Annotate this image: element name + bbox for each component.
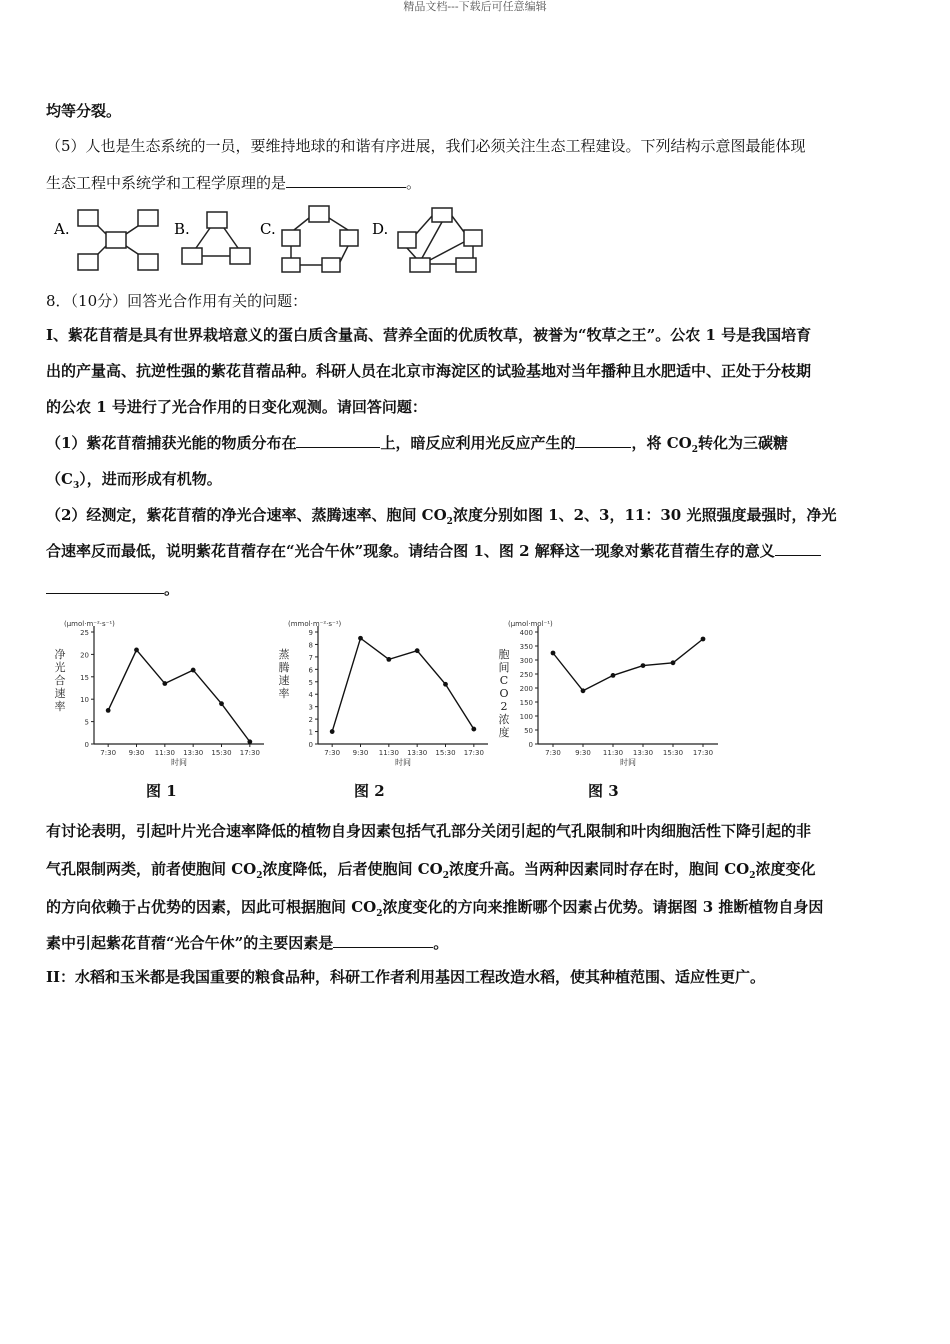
x-tick-label: 7:30 <box>545 749 561 757</box>
x-tick-label: 17:30 <box>463 749 484 757</box>
y-tick-label: 100 <box>519 713 533 721</box>
y-tick-label: 15 <box>80 673 89 682</box>
part1-line3: 的公农 1 号进行了光合作用的日变化观测。请回答问题： <box>46 398 427 416</box>
data-point <box>219 701 224 706</box>
x-tick-label: 9:30 <box>352 749 369 757</box>
y-tick-label: 250 <box>519 671 533 679</box>
data-point <box>106 708 111 713</box>
x-tick-label: 7:30 <box>324 749 341 757</box>
answer-blank <box>333 933 433 948</box>
data-point <box>471 727 476 732</box>
part2-line: II：水稻和玉米都是我国重要的粮食品种，科研工作者利用基因工程改造水稻，使其种植范围、适应性更广。 <box>46 968 766 986</box>
text-line: 均等分裂。 <box>46 102 122 120</box>
data-point <box>415 648 420 653</box>
x-tick-label: 7:30 <box>100 749 117 757</box>
y-tick-label: 3 <box>308 703 313 712</box>
option-a-label: A. <box>54 220 70 238</box>
x-tick-label: 9:30 <box>575 749 591 757</box>
discussion-line1: 有讨论表明，引起叶片光合速率降低的植物自身因素包括气孔部分关闭引起的气孔限制和叶肉细胞活性下降引起的非 <box>46 822 812 840</box>
question-2-line3: 。 <box>46 578 904 600</box>
x-tick-label: 13:30 <box>632 749 654 757</box>
x-axis-label: 时间 <box>395 758 411 767</box>
answer-blank <box>296 433 380 448</box>
series-line <box>332 638 474 731</box>
chart-transpiration <box>272 618 502 768</box>
series-line <box>553 639 703 691</box>
x-tick-label: 9:30 <box>128 749 145 757</box>
data-point <box>701 637 706 642</box>
data-point <box>611 673 616 678</box>
question-1-line2: $(C_3)$，进而形成有机物。 <box>46 470 222 491</box>
data-point <box>330 729 335 734</box>
figure-1-caption: 图 1 <box>146 782 177 800</box>
question-1-line1: （1）紫花苜蓿捕获光能的物质分布在 上，暗反应利用光反应产生的 ，将 $CO_2$转化为三碳糖 <box>46 434 788 455</box>
y-tick-label: 350 <box>519 643 533 651</box>
y-tick-label: 20 <box>80 651 89 660</box>
x-tick-label: 11:30 <box>602 749 624 757</box>
part1-line1: I、紫花苜蓿是具有世界栽培意义的蛋白质含量高、营养全面的优质牧草，被誉为“牧草之王”。公农 1 号是我国培育 <box>46 326 812 344</box>
question-8-title: 8．（10分）回答光合作用有关的问题： <box>46 292 308 310</box>
y-tick-label: 5 <box>308 678 313 687</box>
y-axis-label: 胞间 C O 2 浓度 <box>498 648 510 739</box>
data-point <box>162 681 167 686</box>
option-b-label: B. <box>174 220 190 238</box>
option-d-label: D. <box>372 220 389 238</box>
chart-net-photosynthesis <box>48 618 278 768</box>
y-unit-label: (μmol·m⁻²·s⁻¹) <box>64 620 115 628</box>
x-axis-label: 时间 <box>620 758 636 767</box>
chart-intercellular-co2 <box>492 618 732 768</box>
y-tick-label: 25 <box>80 629 89 637</box>
x-tick-label: 17:30 <box>239 749 260 757</box>
question-2-line1: （2）经测定，紫花苜蓿的净光合速率、蒸腾速率、胞间 $CO_2$浓度分别如图 1、2、3，11：30 光照强度最强时，净光 <box>46 506 837 527</box>
figure-3-caption: 图 3 <box>588 782 619 800</box>
answer-blank <box>46 579 164 594</box>
data-point <box>551 651 556 656</box>
y-tick-label: 8 <box>308 641 313 650</box>
x-tick-label: 15:30 <box>662 749 684 757</box>
y-tick-label: 7 <box>308 653 313 662</box>
y-tick-label: 2 <box>308 716 313 725</box>
question-5-line1: （5）人也是生态系统的一员，要维持地球的和谐有序进展，我们必须关注生态工程建设。下列结构示意图最能体现 <box>46 137 806 155</box>
data-point <box>358 636 363 641</box>
y-unit-label: (mmol·m⁻²·s⁻¹) <box>288 620 342 628</box>
x-tick-label: 11:30 <box>378 749 399 757</box>
data-point <box>671 660 676 665</box>
x-axis-label: 时间 <box>171 758 187 767</box>
answer-blank <box>775 541 821 556</box>
x-tick-label: 11:30 <box>154 749 175 757</box>
answer-blank <box>575 433 631 448</box>
y-tick-label: 400 <box>519 629 533 637</box>
page-header: 精品文档---下载后可任意编辑 <box>403 0 547 13</box>
y-axis-label: 净光合速率 <box>54 648 66 713</box>
y-tick-label: 200 <box>519 685 533 693</box>
y-tick-label: 4 <box>308 691 313 700</box>
question-5-line2: 生态工程中系统学和工程学原理的是 。 <box>46 174 422 192</box>
figure-2-caption: 图 2 <box>354 782 385 800</box>
data-point <box>386 657 391 662</box>
x-tick-label: 15:30 <box>211 749 232 757</box>
discussion-line2: 气孔限制两类，前者使胞间 $CO_2$浓度降低，后者使胞间 $CO_2$浓度升高。当两种因素同时存在时，胞间 $CO_2$浓度变化 <box>46 860 816 881</box>
x-tick-label: 13:30 <box>407 749 428 757</box>
y-tick-label: 10 <box>80 696 89 705</box>
structure-diagrams <box>50 204 500 276</box>
data-point <box>134 648 139 653</box>
y-tick-label: 5 <box>84 718 89 727</box>
y-tick-label: 0 <box>84 741 89 749</box>
data-point <box>191 668 196 673</box>
y-tick-label: 0 <box>308 741 313 749</box>
y-unit-label: (μmol·mol⁻¹) <box>508 620 553 628</box>
data-point <box>641 663 646 668</box>
data-point <box>581 688 586 693</box>
y-tick-label: 300 <box>519 657 533 665</box>
y-tick-label: 9 <box>308 629 313 637</box>
y-axis-label: 蒸腾速率 <box>278 648 290 700</box>
discussion-line4: 素中引起紫花苜蓿“光合午休”的主要因素是 。 <box>46 934 449 952</box>
option-c-label: C. <box>260 220 276 238</box>
part1-line2: 出的产量高、抗逆性强的紫花苜蓿品种。科研人员在北京市海淀区的试验基地对当年播种且水肥适中、正处于分枝期 <box>46 362 812 380</box>
series-line <box>108 650 250 742</box>
discussion-line3: 的方向依赖于占优势的因素，因此可根据胞间 $CO_2$浓度变化的方向来推断哪个因素占优势。请据图 3 推断植物自身因 <box>46 898 824 919</box>
y-tick-label: 6 <box>308 666 313 675</box>
x-tick-label: 13:30 <box>183 749 204 757</box>
y-tick-label: 50 <box>524 727 533 735</box>
y-tick-label: 0 <box>528 741 533 749</box>
data-point <box>443 682 448 687</box>
x-tick-label: 17:30 <box>692 749 714 757</box>
answer-blank <box>286 173 406 188</box>
question-2-line2: 合速率反而最低，说明紫花苜蓿存在“光合午休”现象。请结合图 1、图 2 解释这一现象对紫花苜蓿生存的意义 <box>46 540 904 562</box>
y-tick-label: 1 <box>308 728 313 737</box>
x-tick-label: 15:30 <box>435 749 456 757</box>
data-point <box>247 739 252 744</box>
y-tick-label: 150 <box>519 699 533 707</box>
